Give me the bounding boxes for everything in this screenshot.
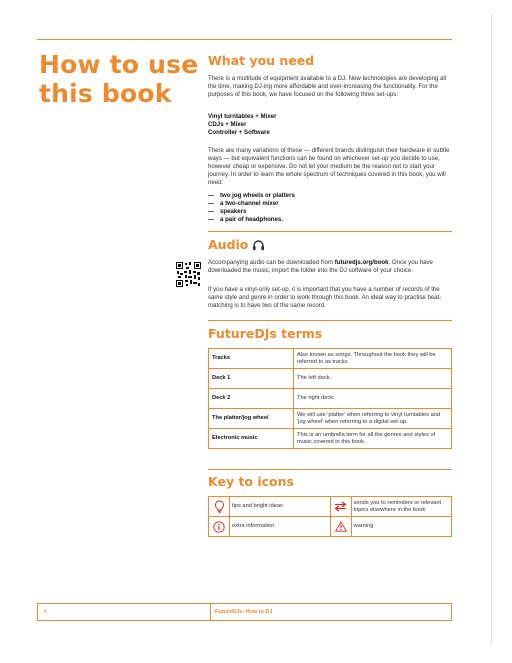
definition-cell: We will use 'platter' when referring to vinyl turntables and 'jog wheel' when referring to a digital set-up. bbox=[294, 409, 452, 429]
definition-cell: The right deck. bbox=[294, 389, 452, 409]
term-cell: Tracks bbox=[209, 349, 294, 369]
footer-divider bbox=[210, 604, 211, 621]
audio-heading bbox=[208, 237, 265, 253]
what-you-need-intro: There is a multitude of equipment available to a DJ. New technologies are developing all the time, making DJ-ing more affordable and ever-increasing the functionality. For the purposes of this book, we have focused on the following three set-ups: bbox=[208, 75, 447, 98]
audio-heading-text: Audio bbox=[208, 237, 249, 252]
list-item: — two jog wheels or platters bbox=[208, 192, 295, 199]
term-cell: Deck 2 bbox=[209, 389, 294, 409]
list-item: — a two-channel mixer bbox=[208, 199, 279, 207]
terms-table bbox=[208, 348, 452, 449]
term-cell: Deck 1 bbox=[209, 369, 294, 389]
footer-book-title: FutureDJs: How to DJ bbox=[215, 609, 273, 615]
table-row bbox=[209, 429, 452, 449]
warning-icon bbox=[335, 521, 347, 532]
audio-download-link[interactable]: futuredjs.org/book bbox=[334, 259, 389, 266]
key-to-icons-heading: Key to icons bbox=[208, 474, 294, 489]
icon-cell bbox=[209, 497, 230, 517]
what-you-need-body: There are many variations of these — different brands distinguish their hardware in subtle ways — but equivalent functions can be found on whichever set-up you decide to use, however cheap or expensive. Do not let your medium be the reason not to start your journey. In order to learn the whole spectrum of techniques covered in this book, you will need: bbox=[208, 147, 450, 186]
term-cell: Electronic music bbox=[209, 429, 294, 449]
table-row bbox=[209, 349, 452, 369]
icon-label: extra information bbox=[230, 517, 331, 537]
term-cell: The platter/jog wheel bbox=[209, 409, 294, 429]
lightbulb-icon bbox=[214, 500, 225, 513]
table-row bbox=[209, 497, 452, 517]
table-row bbox=[209, 517, 452, 537]
headphones-icon bbox=[252, 239, 265, 251]
definition-cell: This is an umbrella term for all the genres and styles of music covered in this book. bbox=[294, 429, 452, 449]
section-rule bbox=[208, 320, 452, 321]
key-to-icons-table bbox=[208, 496, 452, 537]
section-rule bbox=[208, 231, 452, 232]
page-edge-line bbox=[491, 14, 492, 644]
icon-label: sends you to reminders or relevant topics elsewhere in the book bbox=[351, 497, 452, 517]
setup-item: CDJs + Mixer bbox=[208, 120, 247, 128]
icon-label: warning bbox=[351, 517, 452, 537]
requirements-list bbox=[208, 192, 453, 224]
list-item: — speakers bbox=[208, 207, 247, 215]
section-rule bbox=[208, 469, 452, 470]
top-rule bbox=[37, 39, 452, 40]
table-row bbox=[209, 369, 452, 389]
list-item: — a pair of headphones. bbox=[208, 215, 283, 223]
what-you-need-heading: What you need bbox=[208, 53, 315, 68]
definition-cell: The left deck. bbox=[294, 369, 452, 389]
table-row bbox=[209, 409, 452, 429]
info-icon bbox=[213, 521, 225, 533]
swap-arrows-icon bbox=[334, 501, 347, 512]
setup-item: Controller + Software bbox=[208, 128, 270, 136]
definition-cell: Also known as songs. Throughout the book they will be referred to as tracks. bbox=[294, 349, 452, 369]
footer bbox=[37, 603, 452, 621]
qr-code-icon[interactable] bbox=[176, 262, 201, 287]
audio-paragraph-2: If you have a vinyl-only set-up, it is important that you have a number of records of the same style and genre in order to work through this book. An ideal way to practise beat-matching is to have two of the same record. bbox=[208, 286, 442, 309]
page-number: 6 bbox=[44, 609, 48, 615]
icon-label: tips and bright ideas bbox=[230, 497, 331, 517]
icon-cell bbox=[330, 497, 351, 517]
icon-cell bbox=[209, 517, 230, 537]
setups-list bbox=[208, 113, 453, 137]
setup-item: Vinyl turntables + Mixer bbox=[208, 113, 277, 120]
page-title: How to use this book bbox=[39, 50, 199, 108]
icon-cell bbox=[330, 517, 351, 537]
table-row bbox=[209, 389, 452, 409]
terms-heading: FutureDJs terms bbox=[208, 326, 323, 341]
audio-paragraph-1: Accompanying audio can be downloaded from futuredjs.org/book. Once you have downloaded the music, import the folder into the DJ software of your choice. bbox=[208, 259, 433, 274]
